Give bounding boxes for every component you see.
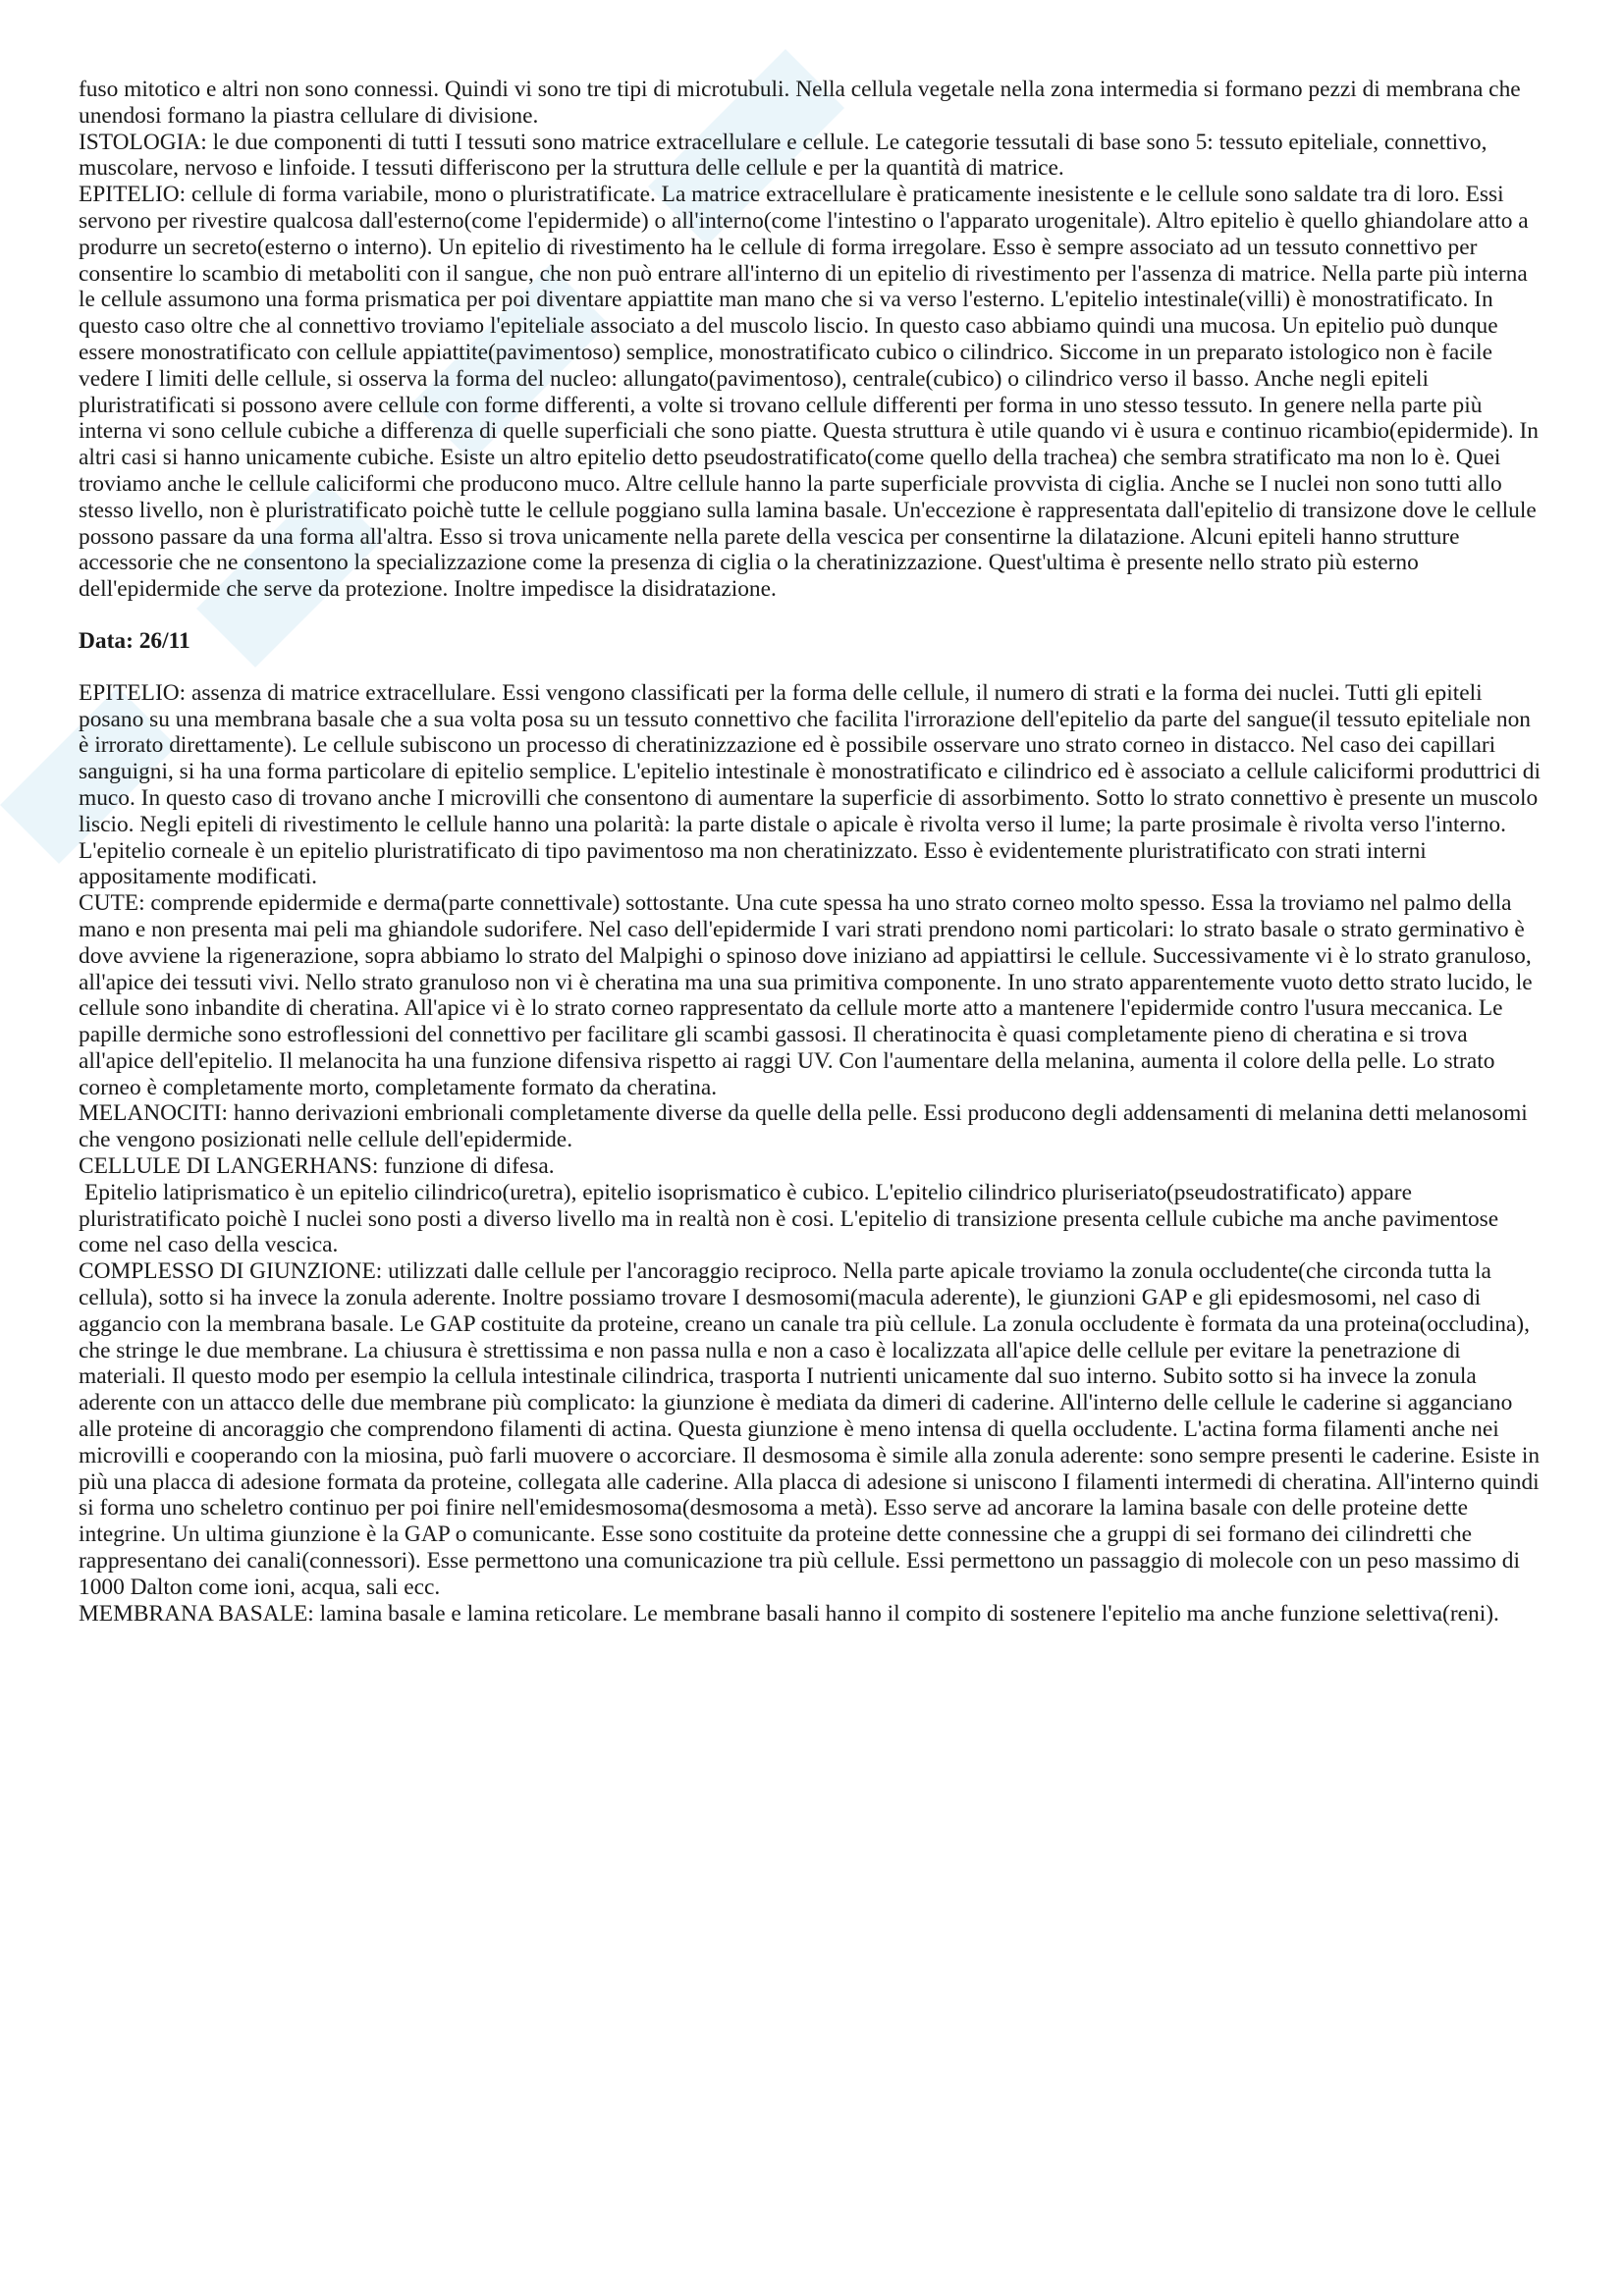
paragraph-istologia: ISTOLOGIA: le due componenti di tutti I tessuti sono matrice extracellulare e cellule. Le categorie tessutali di base sono 5: tessuto epiteliale, connettivo, muscolare, nervoso e linfoide. I tessuti differiscono per la struttura delle cellule e per la quantità di matrice. xyxy=(79,129,1488,182)
paragraph-membrana-basale: MEMBRANA BASALE: lamina basale e lamina reticolare. Le membrane basali hanno il compito di sostenere l'epitelio ma anche funzione selettiva(reni). xyxy=(79,1600,1499,1627)
document-page xyxy=(79,77,1546,1627)
date-heading: Data: 26/11 xyxy=(79,627,190,654)
spacer xyxy=(79,603,1546,628)
paragraph-melanociti: MELANOCITI: hanno derivazioni embrionali completamente diverse da quelle della pelle. Essi producono degli addensamenti di melanina detti melanosomi che vengono posizionati nelle cellule dell'epidermide. xyxy=(79,1100,1528,1153)
paragraph-epitelio-2: EPITELIO: assenza di matrice extracellulare. Essi vengono classificati per la forma delle cellule, il numero di strati e la forma dei nuclei. Tutti gli epiteli posano su una membrana basale che a sua volta posa su un tessuto connettivo che facilita l'irrorazione dell'epitelio da parte del sangue(il tessuto epiteliale non è irrorato direttamente). Le cellule subiscono un processo di cheratinizzazione ed è possibile osservare uno strato corneo in distacco. Nel caso dei capillari sanguigni, si ha una forma particolare di epitelio semplice. L'epitelio intestinale è monostratificato e cilindrico ed è associato a cellule caliciformi produttrici di muco. In questo caso di trovano anche I microvilli che consentono di aumentare la superficie di assorbimento. Sotto lo strato connettivo è presente un muscolo liscio. Negli epiteli di rivestimento le cellule hanno una polarità: la parte distale o apicale è rivolta verso il lume; la parte prosimale è rivolta verso l'interno. L'epitelio corneale è un epitelio pluristratificato di tipo pavimentoso ma non cheratinizzato. Esso è evidentemente pluristratificato con strati interni appositamente modificati. xyxy=(79,679,1542,890)
paragraph-epitelio-latiprismatico: Epitelio latiprismatico è un epitelio cilindrico(uretra), epitelio isoprismatico è cubico. L'epitelio cilindrico pluriseriato(pseudostratificato) appare pluristratificato poichè I nuclei sono posti a diverso livello ma in realtà non è cosi. L'epitelio di transizione presenta cellule cubiche ma anche pavimentose come nel caso della vescica. xyxy=(79,1179,1499,1258)
paragraph-epitelio-1: EPITELIO: cellule di forma variabile, mono o pluristratificate. La matrice extracellulare è praticamente inesistente e le cellule sono saldate tra di loro. Essi servono per rivestire qualcosa dall'esterno(come l'epidermide) o all'interno(come l'intestino o l'apparato urogenitale). Altro epitelio è quello ghiandolare atto a produrre un secreto(esterno o interno). Un epitelio di rivestimento ha le cellule di forma irregolare. Esso è sempre associato ad un tessuto connettivo per consentire lo scambio di metaboliti con il sangue, che non può entrare all'interno di un epitelio di rivestimento per l'assenza di matrice. Nella parte più interna le cellule assumono una forma prismatica per poi diventare appiattite man mano che si va verso l'esterno. L'epitelio intestinale(villi) è monostratificato. In questo caso oltre che al connettivo troviamo l'epiteliale associato a del muscolo liscio. In questo caso abbiamo quindi una mucosa. Un epitelio può dunque essere monostratificato con cellule appiattite(pavimentoso) semplice, monostratificato cubico o cilindrico. Siccome in un preparato istologico non è facile vedere I limiti delle cellule, si osserva la forma del nucleo: allungato(pavimentoso), centrale(cubico) o cilindrico verso il basso. Anche negli epiteli pluristratificati si possono avere cellule con forme differenti, a volte si trovano cellule differenti per forma in uno stesso tessuto. In genere nella parte più interna vi sono cellule cubiche a differenza di quelle superficiali che sono piatte. Questa struttura è utile quando vi è usura e continuo ricambio(epidermide). In altri casi si hanno unicamente cubiche. Esiste un altro epitelio detto pseudostratificato(come quello della trachea) che sembra stratificato ma non lo è. Quei troviamo anche le cellule caliciformi che producono muco. Altre cellule hanno la parte superficiale provvista di ciglia. Anche se I nuclei non sono tutti allo stesso livello, non è pluristratificato poichè tutte le cellule poggiano sulla lamina basale. Un'eccezione è rappresentata dall'epitelio di transizone dove le cellule possono passare da una forma all'altra. Esso si trova unicamente nella parete della vescica per consentirne la dilatazione. Alcuni epiteli hanno strutture accessorie che ne consentono la specializzazione come la presenza di ciglia o la cheratinizzazione. Quest'ultima è presente nello strato più esterno dell'epidermide che serve da protezione. Inoltre impedisce la disidratazione. xyxy=(79,182,1539,603)
paragraph-cute: CUTE: comprende epidermide e derma(parte connettivale) sottostante. Una cute spessa ha uno strato corneo molto spesso. Essa la troviamo nel palmo della mano e non presenta mai peli ma ghiandole sudorifere. Nel caso dell'epidermide I vari strati prendono nomi particolari: lo strato basale o strato germinativo è dove avviene la rigenerazione, sopra abbiamo lo strato del Malpighi o spinoso dove iniziano ad appiattirsi le cellule. Successivamente vi è lo strato granuloso, all'apice dei tessuti vivi. Nello strato granuloso non vi è cheratina ma una sua primitiva componente. In uno strato apparentemente vuoto detto strato lucido, le cellule sono inbandite di cheratina. All'apice vi è lo strato corneo rappresentato da cellule morte atto a mantenere l'epidermide contro l'usura meccanica. Le papille dermiche sono estroflessioni del connettivo per facilitare gli scambi gassosi. Il cheratinocita è quasi completamente pieno di cheratina e si trova all'apice dell'epitelio. Il melanocita ha una funzione difensiva rispetto ai raggi UV. Con l'aumentare della melanina, aumenta il colore della pelle. Lo strato corneo è completamente morto, completamente formato da cheratina. xyxy=(79,890,1533,1100)
spacer xyxy=(79,655,1546,680)
paragraph-complesso-giunzione: COMPLESSO DI GIUNZIONE: utilizzati dalle cellule per l'ancoraggio reciproco. Nella parte apicale troviamo la zonula occludente(che circonda tutta la cellula), sotto si ha invece la zonula aderente. Inoltre possiamo trovare I desmosomi(macula aderente), le giunzioni GAP e gli epidesmosomi, nel caso di aggancio con la membrana basale. Le GAP costituite da proteine, creano un canale tra più cellule. La zonula occludente è formata da una proteina(occludina), che stringe le due membrane. La chiusura è strettissima e non passa nulla e non a caso è localizzata all'apice delle cellule per evitare la penetrazione di materiali. Il questo modo per esempio la cellula intestinale cilindrica, trasporta I nutrienti unicamente dal suo interno. Subito sotto si ha invece la zonula aderente con un attacco delle due membrane più complicato: la giunzione è mediata da dimeri di caderine. All'interno delle cellule le caderine si agganciano alle proteine di ancoraggio che comprendono filamenti di actina. Questa giunzione è meno intensa di quella occludente. L'actina forma filamenti anche nei microvilli e cooperando con la miosina, può farli muovere o accorciare. Il desmosoma è simile alla zonula aderente: sono sempre presenti le caderine. Esiste in più una placca di adesione formata da proteine, collegata alle caderine. Alla placca di adesione si uniscono I filamenti intermedi di cheratina. All'interno quindi si forma uno scheletro continuo per poi finire nell'emidesmosoma(desmosoma a metà). Esso serve ad ancorare la lamina basale con delle proteine dette integrine. Un ultima giunzione è la GAP o comunicante. Esse sono costituite da proteine dette connessine che a gruppi di sei formano dei cilindretti che rappresentano dei canali(connessori). Esse permettono una comunicazione tra più cellule. Essi permettono un passaggio di molecole con un peso massimo di 1000 Dalton come ioni, acqua, sali ecc. xyxy=(79,1258,1541,1600)
paragraph-langerhans: CELLULE DI LANGERHANS: funzione di difesa. xyxy=(79,1153,555,1180)
paragraph-mitosis: fuso mitotico e altri non sono connessi. Quindi vi sono tre tipi di microtubuli. Nella cellula vegetale nella zona intermedia si formano pezzi di membrana che unendosi formano la piastra cellulare di divisione. xyxy=(79,77,1521,129)
